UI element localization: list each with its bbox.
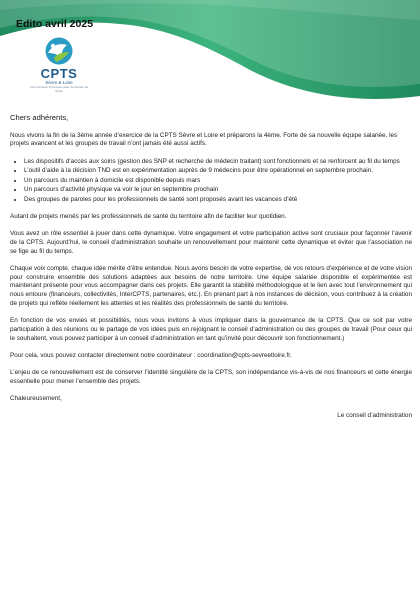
list-item: • Les dispositifs d’accès aux soins (gestion des SNP et recherche de médecin traitant) sont fonctionnels et se renforcent au fil du temps <box>24 158 412 167</box>
signature: Le conseil d’administration <box>337 412 412 420</box>
logo-subtitle: Sèvre & Loire <box>45 80 73 85</box>
list-item: • L’outil d’aide à la décision TND est en expérimentation auprès de 9 médecins pour être opérationnel en septembre prochain. <box>24 167 412 176</box>
paragraph-governance: En fonction de vos envies et possibilités, nous vous invitons à vous impliquer dans la gouvernance de la CPTS. Que ce soit par votre participation à des réunions ou le partage de vos idées puis en rejoignant le conseil d’administration ou des groupes de travail (Pour ceux qui le souhaitent, vous pouvez participer à un conseil d’administration en tant qu’invité pour découvrir son fonctionnement.) <box>10 317 412 342</box>
paragraph-projects-summary: Autant de projets menés par les professionnels de santé du territoire afin de faciliter leur quotidien. <box>10 213 287 220</box>
edito-body <box>10 114 412 430</box>
paragraph-contact: Pour cela, vous pouvez contacter directement notre coordinateur : coordination@cpts-sevreetloire.fr. <box>10 351 292 359</box>
list-item: • Des groupes de paroles pour les professionnels de santé sont proposés avant les vacances d’été <box>24 196 412 205</box>
closing: Chaleureusement, <box>10 395 62 403</box>
paragraph-every-voice: Chaque voix compte, chaque idée mérite d’être entendue. Nous avons besoin de votre expertise, de vos retours d’expérience et de votre vision pour construire ensemble des solutions adaptées aux besoins de notre territoire. Une équipe salariée disponible et expérimentée est maintenant présente pour vous accompagner dans ces projets. Elle garantit la stabilité méthodologique et le lien avec tout l’environnement qui nous entoure (financeurs, collectivités, InterCPTS, partenaires, etc.). En prenant part à nos instances de décision, vous contribuez à la création de projets qui reflète réellement les attentes et les réalités des professionnels de santé du territoire. <box>10 265 413 307</box>
list-item: • Un parcours du maintien à domicile est disponible depuis mars <box>24 177 412 186</box>
logo-tagline: Communauté Professionnelle Territoriale de Santé <box>29 85 89 93</box>
intro-paragraph: Nous vivons la fin de la 3ème année d’exercice de la CPTS Sèvre et Loire et préparons la 4ème. Forte de sa nouvelle équipe salariée, les projets avancent et les groupes de travail n’ont jamais été aussi actifs. <box>10 131 398 148</box>
cpts-logo <box>28 36 90 106</box>
greeting: Chers adhérents, <box>10 113 69 122</box>
paragraph-renewal: L’enjeu de ce renouvellement est de conserver l’identité singulière de la CPTS, son indépendance vis-à-vis de nos financeurs et cette énergie essentielle pour mener l’ensemble des projets. <box>10 369 412 385</box>
project-list <box>10 158 412 205</box>
list-item: • Un parcours d’activité physique va voir le jour en septembre prochain <box>24 186 412 195</box>
logo-name: CPTS <box>40 66 78 81</box>
paragraph-engagement: Vous avez un rôle essentiel à jouer dans cette dynamique. Votre engagement et votre participation active sont cruciaux pour façonner l’avenir de la CPTS. Aujourd’hui, le conseil d’administration souhaite un renouvellement pour maintenir cette dynamique et éviter que l’association ne se fige au fil du temps. <box>10 230 412 255</box>
logo-emblem-icon <box>44 36 74 66</box>
edito-title: Edito avril 2025 <box>16 18 94 30</box>
